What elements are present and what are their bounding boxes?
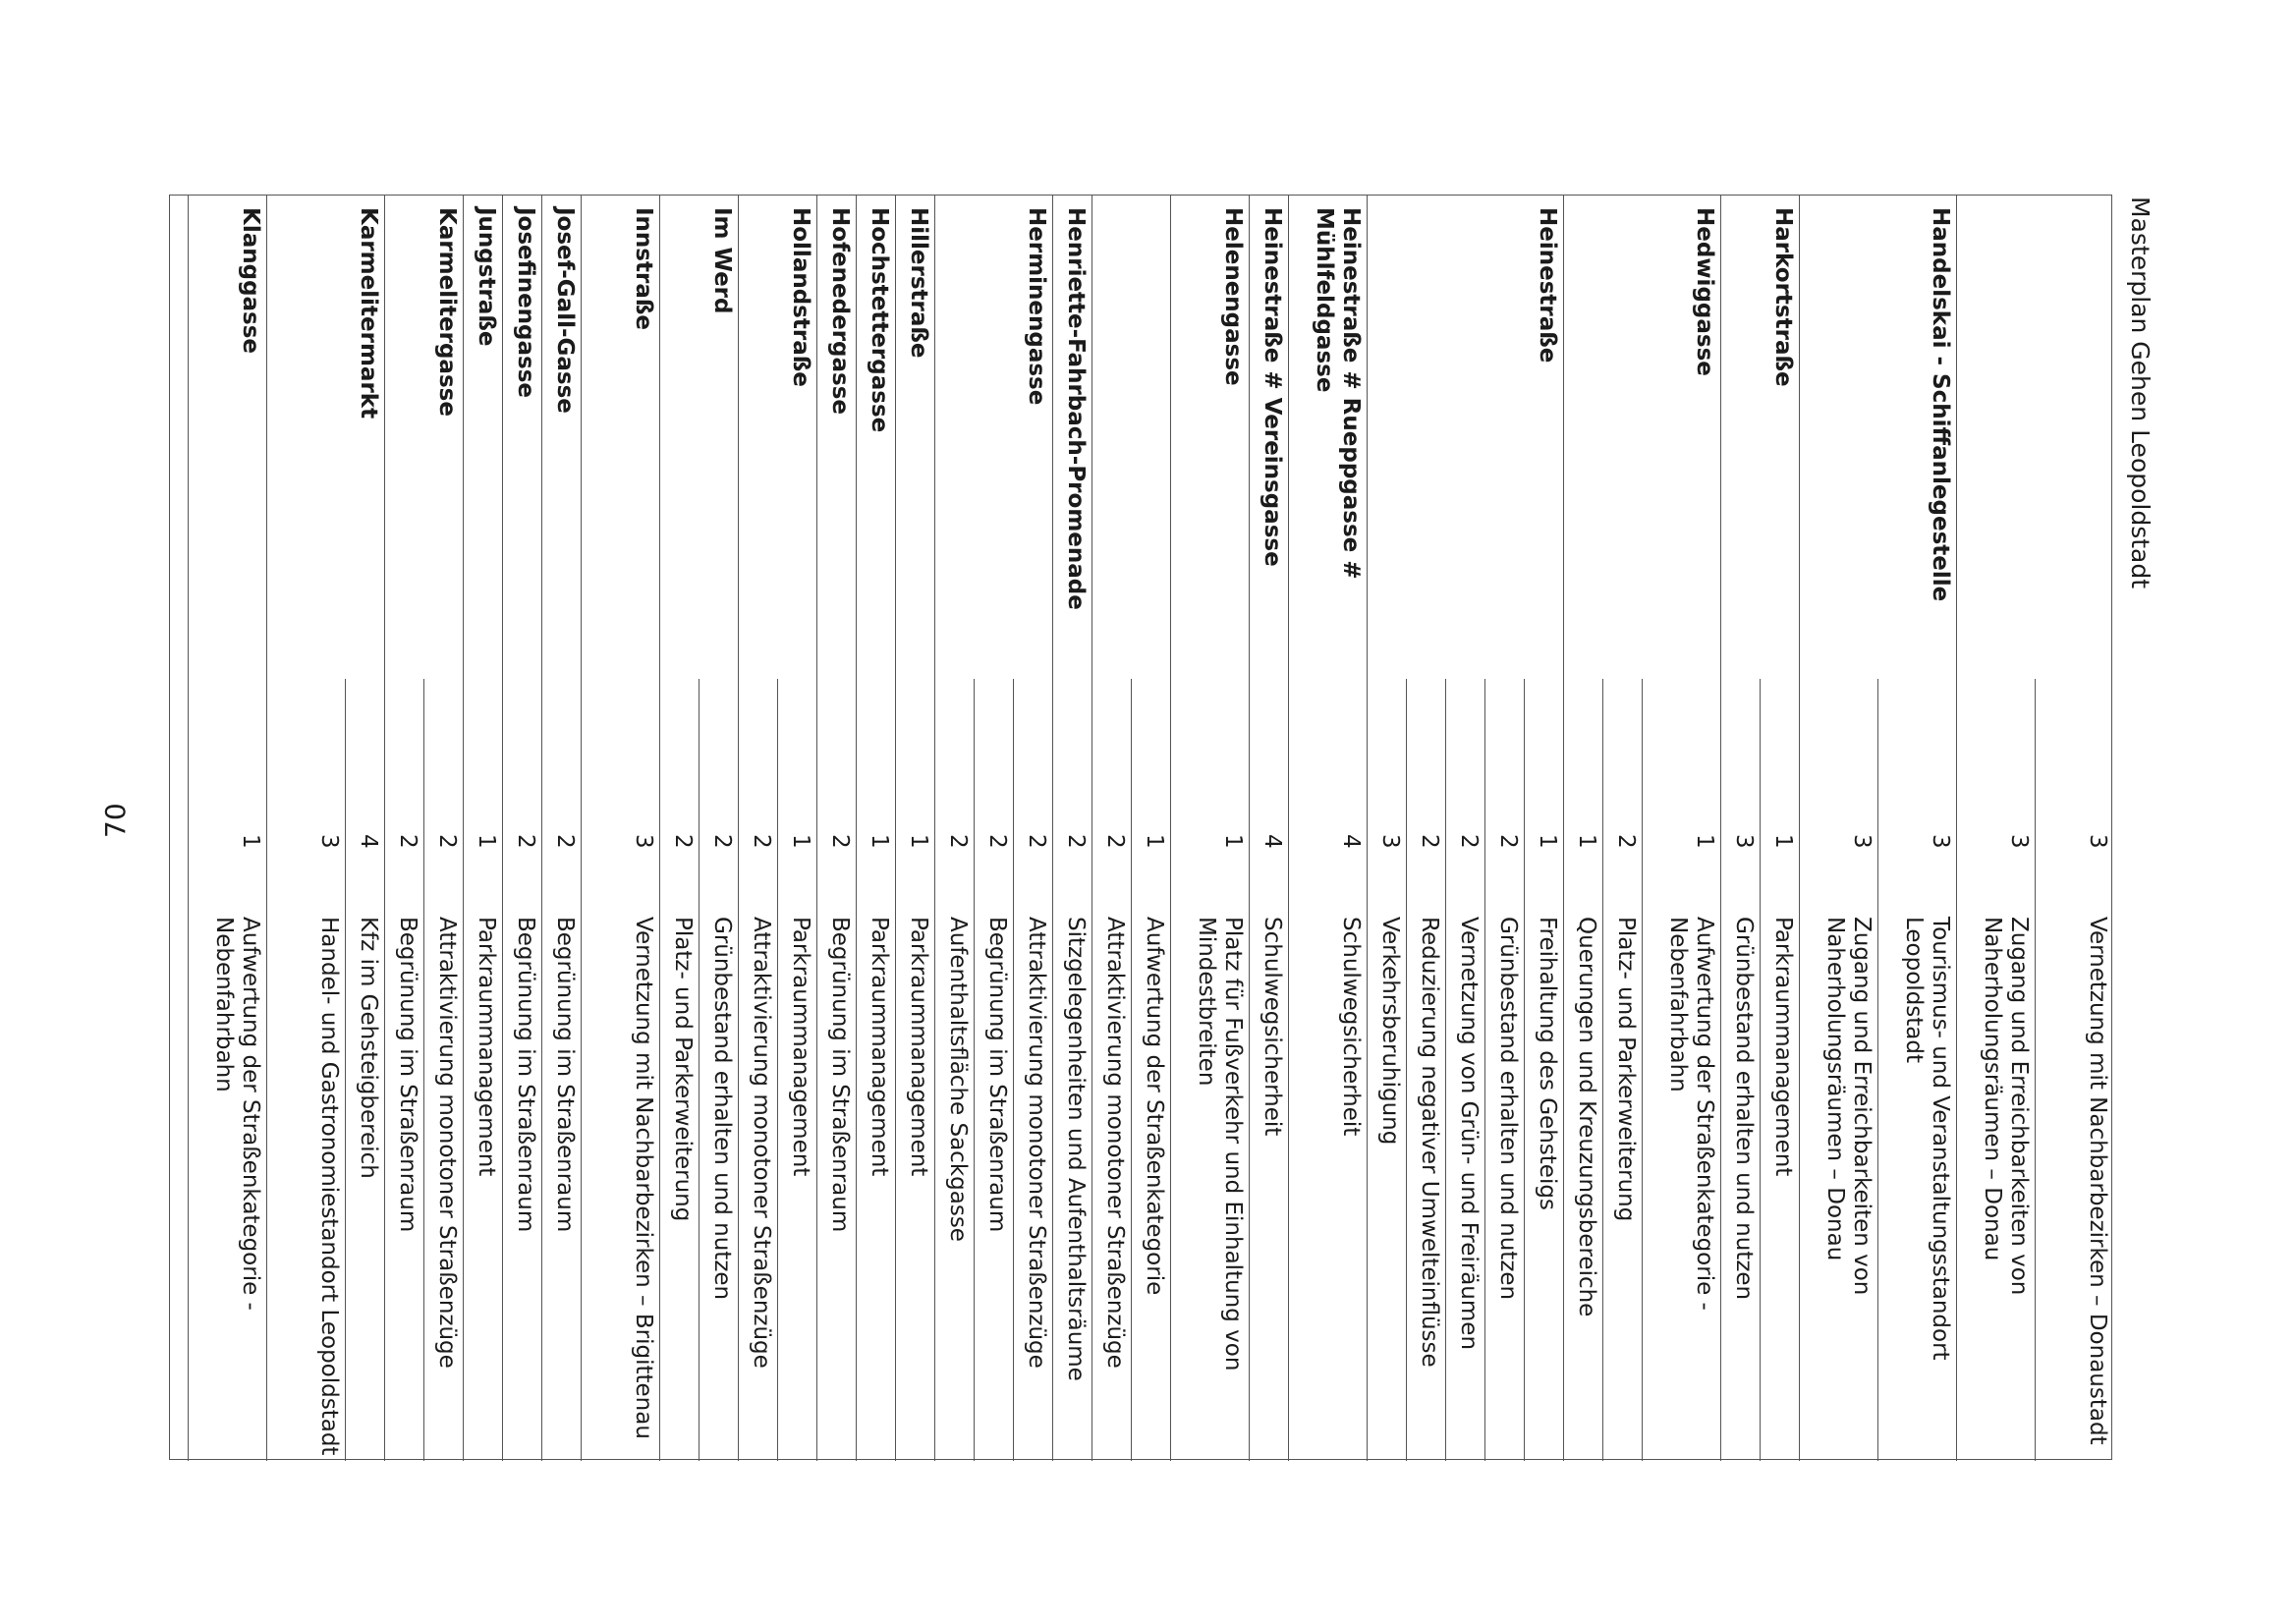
street-name [2035,196,2113,679]
priority-number: 1 [906,833,931,849]
table-row [1720,196,1760,1459]
measure-cell [266,905,345,1461]
measure-text: Grünbestand erhalten und nutzen [1495,917,1521,1301]
street-name [1131,196,1170,679]
priority-cell [659,679,699,905]
priority-number: 2 [984,833,1010,849]
priority-number: 3 [631,833,656,849]
street-cell [777,196,816,679]
priority-number: 3 [2006,833,2032,849]
table-row [816,196,856,1459]
priority-cell [1760,679,1799,905]
priority-cell [1170,679,1249,905]
measure-cell [856,905,895,1461]
street-cell [541,196,581,679]
priority-cell [384,679,423,905]
street-cell [1720,196,1760,679]
measure-text: Begrünung im Straßenraum [984,917,1010,1233]
street-name [739,196,777,679]
measure-text: Sitzgelegenheiten und Aufenthaltsräume [1063,917,1089,1381]
table-row [1406,196,1445,1459]
measure-text: Begrünung im Straßenraum [395,917,420,1233]
measure-text: Kfz im Gehsteigbereich [356,917,381,1179]
street-name [1092,196,1131,679]
street-cell [423,196,463,679]
table-row [1367,196,1406,1459]
page-header-title: Masterplan Gehen Leopoldstadt [2126,196,2155,589]
priority-cell [1367,679,1406,905]
street-cell [463,196,502,679]
measure-text: Begrünung im Straßenraum [827,917,853,1233]
street-name [1445,196,1484,679]
priority-number: 2 [395,833,420,849]
priority-cell [1092,679,1131,905]
priority-cell [1013,679,1052,905]
priority-number: 2 [670,833,696,849]
table-row [581,196,659,1459]
measure-text: Attraktivierung monotoner Straßenzüge [434,917,460,1369]
street-name: Henriette-Fahrbach-Promenade [1063,207,1089,610]
measure-text: Parkraummanagement [1770,917,1796,1177]
street-name [1800,196,1877,679]
measure-cell [1131,905,1170,1461]
priority-number: 2 [1063,833,1089,849]
street-cell [1524,196,1563,679]
measure-text: Schulwegsicherheit [1259,917,1285,1137]
measure-cell [699,905,738,1461]
street-name: Karmelitergasse [434,207,460,417]
table-row [1484,196,1524,1459]
priority-cell [974,679,1013,905]
priority-number: 3 [2085,833,2110,849]
table-row [541,196,581,1459]
priority-number: 1 [867,833,892,849]
street-name [267,196,345,679]
street-name: Josefinengasse [513,207,538,399]
measure-cell [1445,905,1484,1461]
table-row [777,196,816,1459]
priority-cell [463,679,502,905]
street-name [1957,196,2035,679]
priority-number: 1 [1142,833,1167,849]
priority-number: 1 [1535,833,1560,849]
street-cell [1877,196,1956,679]
measure-cell [1367,905,1406,1461]
priority-number: 2 [552,833,578,849]
priority-cell [1131,679,1170,905]
priority-number: 1 [474,833,499,849]
priority-cell [266,679,345,905]
measure-cell [1642,905,1720,1461]
table-row [1013,196,1052,1459]
street-name [1721,196,1760,679]
measure-cell [738,905,777,1461]
measure-cell [581,905,659,1461]
measure-text: Platz- und Parkerweiterung [1613,917,1639,1222]
street-name: Heinestraße # Vereinsgasse [1259,207,1285,567]
measure-cell [659,905,699,1461]
street-name: Hillerstraße [906,207,931,359]
table-row [1956,196,2035,1459]
measure-cell [1013,905,1052,1461]
priority-cell [1249,679,1288,905]
street-cell [502,196,541,679]
measure-text: Tourismus- und Veranstaltungsstandort Leopoldstadt [1901,917,1953,1361]
measure-cell [1760,905,1799,1461]
measure-text: Vernetzung von Grün- und Freiräumen [1456,917,1482,1351]
measure-cell [1170,905,1249,1461]
street-cell [1563,196,1602,679]
table-row [384,196,423,1459]
measure-cell [384,905,423,1461]
priority-cell [1052,679,1092,905]
street-cell [384,196,423,679]
table-row [659,196,699,1459]
measure-cell [1799,905,1877,1461]
table-row [502,196,541,1459]
street-cell [1249,196,1288,679]
measure-text: Reduzierung negativer Umwelteinflüsse [1417,917,1442,1368]
priority-cell [423,679,463,905]
street-name [385,196,423,679]
street-name: Innstraße [631,207,656,330]
measure-cell [345,905,384,1461]
street-cell [974,196,1013,679]
street-cell [895,196,934,679]
street-cell [1092,196,1131,679]
table-row [738,196,777,1459]
priority-cell [1799,679,1877,905]
priority-cell [895,679,934,905]
priority-cell [1406,679,1445,905]
street-name: Heinestraße # Rueppgasse # Mühlfeldgasse [1312,207,1364,580]
table-row [1445,196,1484,1459]
priority-number: 4 [356,833,381,849]
measure-text: Vernetzung mit Nachbarbezirken – Brigittenau [631,917,656,1439]
priority-cell [1720,679,1760,905]
priority-number: 2 [1495,833,1521,849]
priority-cell [541,679,581,905]
measure-cell [816,905,856,1461]
priority-number: 2 [1024,833,1049,849]
street-cell [1445,196,1484,679]
street-cell [934,196,974,679]
street-name: Helenengasse [1220,207,1246,386]
street-cell [738,196,777,679]
measure-text: Vernetzung mit Nachbarbezirken – Donaustadt [2085,917,2110,1445]
table-row [1131,196,1170,1459]
measure-text: Zugang und Erreichbarkeiten von Naherholungsräumen – Donau [1822,917,1875,1296]
measure-cell [1288,905,1367,1461]
street-name: Klanggasse [238,207,263,355]
street-cell [266,196,345,679]
measure-text: Platz- und Parkerweiterung [670,917,696,1222]
priority-number: 2 [434,833,460,849]
measure-cell [777,905,816,1461]
priority-cell [699,679,738,905]
table-row [895,196,934,1459]
measure-cell [1052,905,1092,1461]
measure-text: Verkehrsberuhigung [1377,917,1403,1146]
table-row [1602,196,1642,1459]
measure-text: Parkraummanagement [906,917,931,1177]
table-row [1760,196,1799,1459]
table-row [188,196,266,1459]
priority-number: 2 [1456,833,1482,849]
street-cell [1170,196,1249,679]
priority-cell [2035,679,2113,905]
measure-cell [423,905,463,1461]
street-cell [1013,196,1052,679]
table-row [423,196,463,1459]
priority-number: 3 [1377,833,1403,849]
street-name [1602,196,1642,679]
street-name: Hedwiggasse [1692,207,1717,376]
street-name [1368,196,1406,679]
table-row [856,196,895,1459]
street-cell [1367,196,1406,679]
page-number: 70 [99,803,132,838]
table-row [1799,196,1877,1459]
measure-text: Zugang und Erreichbarkeiten von Naherholungsräumen – Donau [1980,917,2032,1296]
table-row [1877,196,1956,1459]
priority-number: 2 [1102,833,1128,849]
priority-number: 2 [749,833,774,849]
priority-cell [1877,679,1956,905]
street-name [1564,196,1602,679]
street-cell [856,196,895,679]
measure-text: Aufenthaltsfläche Sackgasse [945,917,971,1242]
street-name [1484,196,1524,679]
street-cell [1642,196,1720,679]
measure-cell [1602,905,1642,1461]
priority-cell [816,679,856,905]
priority-cell [188,679,266,905]
table-row [699,196,738,1459]
street-name [1406,196,1445,679]
measure-text: Attraktivierung monotoner Straßenzüge [749,917,774,1369]
priority-number: 1 [1770,833,1796,849]
priority-cell [1445,679,1484,905]
priority-number: 4 [1338,833,1364,849]
street-name [660,196,699,679]
street-name: Harkortstraße [1770,207,1796,387]
street-name: Herminengasse [1024,207,1049,406]
priority-number: 3 [1849,833,1875,849]
priority-cell [1602,679,1642,905]
street-cell [1484,196,1524,679]
street-cell [581,196,659,679]
measure-cell [2035,905,2113,1461]
street-cell [188,196,266,679]
measure-cell [188,905,266,1461]
table-row [463,196,502,1459]
measure-text: Attraktivierung monotoner Straßenzüge [1102,917,1128,1369]
street-name: Hofenedergasse [827,207,853,415]
priority-cell [502,679,541,905]
street-cell [2035,196,2113,679]
table-row [1249,196,1288,1459]
street-name: Handelskai - Schiffanlegestelle [1928,207,1953,602]
table-row [934,196,974,1459]
priority-number: 2 [827,833,853,849]
measure-text: Grünbestand erhalten und nutzen [1731,917,1757,1301]
priority-cell [856,679,895,905]
table-row [1524,196,1563,1459]
measure-text: Handel- und Gastronomiestandort Leopoldstadt [316,917,342,1456]
measure-cell [1249,905,1288,1461]
measure-cell [1406,905,1445,1461]
measure-text: Aufwertung der Straßenkategorie - Nebenfahrbahn [211,917,263,1311]
street-cell [1760,196,1799,679]
priority-cell [581,679,659,905]
street-name: Karmelitermarkt [356,207,381,420]
priority-cell [1956,679,2035,905]
priority-number: 2 [1417,833,1442,849]
street-name [974,196,1013,679]
measure-cell [1720,905,1760,1461]
priority-number: 3 [1928,833,1953,849]
street-cell [1406,196,1445,679]
measure-text: Aufwertung der Straßenkategorie [1142,917,1167,1296]
priority-cell [1563,679,1602,905]
measure-cell [1956,905,2035,1461]
table-row [2035,196,2113,1459]
table-row [266,196,345,1459]
street-name [935,196,974,679]
measure-text: Parkraummanagement [867,917,892,1177]
measure-text: Querungen und Kreuzungsbereiche [1574,917,1599,1317]
measure-cell [895,905,934,1461]
table-row [974,196,1013,1459]
street-name: Jungstraße [474,207,499,347]
street-cell [1799,196,1877,679]
table-row [1563,196,1602,1459]
street-cell [699,196,738,679]
priority-cell [777,679,816,905]
measure-text: Grünbestand erhalten und nutzen [709,917,735,1301]
priority-number: 1 [788,833,813,849]
measure-text: Platz für Fußverkehr und Einhaltung von Mindestbreiten [1194,917,1246,1372]
street-cell [1602,196,1642,679]
table-row [1170,196,1249,1459]
priority-number: 2 [709,833,735,849]
priority-number: 1 [238,833,263,849]
street-name: Im Werd [709,207,735,314]
measure-cell [934,905,974,1461]
table-row [345,196,384,1459]
measure-text: Parkraummanagement [474,917,499,1177]
table-row [1288,196,1367,1459]
measures-table [169,195,2112,1460]
measure-cell [1563,905,1602,1461]
measure-cell [1524,905,1563,1461]
street-name: Hochstettergasse [867,207,892,433]
street-cell [816,196,856,679]
street-cell [345,196,384,679]
priority-number: 3 [1731,833,1757,849]
measure-text: Schulwegsicherheit [1338,917,1364,1137]
street-cell [1052,196,1092,679]
street-name: Hollandstraße [788,207,813,387]
measure-cell [1484,905,1524,1461]
street-name: Heinestraße [1535,207,1560,364]
priority-cell [738,679,777,905]
priority-cell [934,679,974,905]
priority-cell [1484,679,1524,905]
street-cell [1131,196,1170,679]
priority-cell [1288,679,1367,905]
measure-text: Parkraummanagement [788,917,813,1177]
measure-cell [463,905,502,1461]
street-cell [659,196,699,679]
priority-number: 4 [1259,833,1285,849]
measure-text: Begrünung im Straßenraum [513,917,538,1233]
table-row [1052,196,1092,1459]
measure-text: Aufwertung der Straßenkategorie - Nebenfahrbahn [1665,917,1717,1311]
priority-number: 2 [1613,833,1639,849]
table-row [1642,196,1720,1459]
measure-cell [541,905,581,1461]
street-cell [1956,196,2035,679]
priority-number: 1 [1220,833,1246,849]
priority-number: 1 [1574,833,1599,849]
priority-cell [1642,679,1720,905]
priority-number: 2 [945,833,971,849]
priority-cell [1524,679,1563,905]
street-name: Josef-Gall-Gasse [552,207,578,414]
measure-cell [502,905,541,1461]
measure-cell [974,905,1013,1461]
priority-number: 2 [513,833,538,849]
priority-cell [345,679,384,905]
table-row [1092,196,1131,1459]
measure-text: Freihaltung des Gehsteigs [1535,917,1560,1210]
priority-number: 1 [1692,833,1717,849]
measure-cell [1092,905,1131,1461]
priority-number: 3 [316,833,342,849]
measure-cell [1877,905,1956,1461]
measure-text: Attraktivierung monotoner Straßenzüge [1024,917,1049,1369]
measure-text: Begrünung im Straßenraum [552,917,578,1233]
street-cell [1288,196,1367,679]
